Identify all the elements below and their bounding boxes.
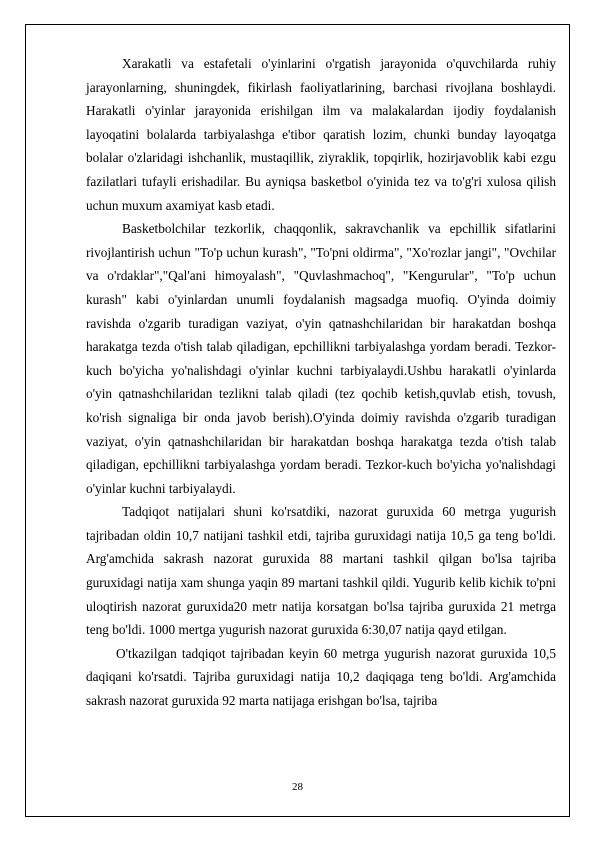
paragraph-1: Xarakatli va estafetali o'yinlarini o'rgatish jarayonida o'quvchilarda ruhiy jarayonlarning, shuningdek, fikirlash faoliyatlarining, barchasi rivojlana boshlaydi. Harakatli o'yinlar jarayonida erishilgan ilm va malakalardan ijodiy foydalanish layoqatini bolalarda tarbiyalashga e'tibor qaratish lozim, chunki bunday layoqatga bolalar o'zlaridagi ishchanlik, mustaqillik, ziyraklik, topqirlik, hozirjavoblik kabi ezgu fazilatlari tufayli erishadilar. Bu ayniqsa basketbol o'yinida tez va to'g'ri xulosa qilish uchun muxum axamiyat kasb etadi. <box>86 56 556 213</box>
paragraph-4: O'tkazilgan tadqiqot tajribadan keyin 60 metrga yugurish nazorat guruxida 10,5 daqiqani ko'rsatdi. Tajriba guruxidagi natija 10,2 daqiqaga teng bo'ldi. Arg'amchida sakrash nazorat guruxida 92 marta natijaga erishgan bo'lsa, tajriba <box>86 645 556 709</box>
paragraph-2: Basketbolchilar tezkorlik, chaqqonlik, sakravchanlik va epchillik sifatlarini rivojlantirish uchun "To'p uchun kurash", "To'pni oldirma", "Xo'rozlar jangi", "Ovchilar va o'rdaklar","Qal'ani himoyalash", "Quvlashmachoq", "Kengurular", "To'p uchun kurash" kabi o'yinlardan unumli foydalanish magsadga muofiq. O'yinda doimiy ravishda o'zgarib turadigan vaziyat, o'yin qatnashchilaridan bir harakatdan boshqa harakatga tezda o'tish talab qiladigan, epchillikni tarbiyalashga yordam beradi. Tezkor-kuch bo'yicha yo'nalishdagi o'yinlar kuchni tarbiyalaydi.Ushbu harakatli o'yinlarda o'yin qatnashchilaridan tezlikni talab qiladi (tez qochib ketish,quvlab etish, tovush, ko'rish signaliga bir onda javob berish).O'yinda doimiy ravishda o'zgarib turadigan vaziyat, o'yin qatnashchilaridan bir harakatdan boshqa harakatga tezda o'tish talab qiladigan, epchillikni tarbiyalashga yordam beradi. Tezkor-kuch bo'yicha yo'nalishdagi o'yinlar kuchni tarbiyalaydi. <box>86 221 556 496</box>
page-number: 28 <box>292 781 303 793</box>
paragraph-3: Tadqiqot natijalari shuni ko'rsatdiki, nazorat guruxida 60 metrga yugurish tajribadan oldin 10,7 natijani tashkil etdi, tajriba guruxidagi natija 10,5 ga teng bo'ldi. Arg'amchida sakrash nazorat guruxida 88 martani tashkil qilgan bo'lsa tajriba guruxidagi natija xam shunga yaqin 89 martani tashkil qildi. Yugurib kelib kichik to'pni uloqtirish nazorat guruxida20 metr natija korsatgan bo'lsa tajriba guruxida 21 metrga teng bo'ldi. 1000 mertga yugurish nazorat guruxida 6:30,07 natija qayd etilgan. <box>86 504 556 638</box>
document-body <box>86 52 556 713</box>
